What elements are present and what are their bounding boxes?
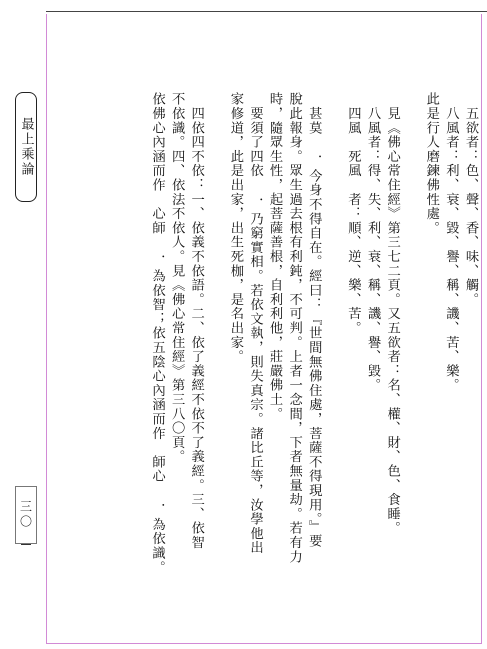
text-line: 四風 死風 者：順、逆、樂、苦。 — [345, 92, 361, 336]
text-line: 見《佛心常住經》第三七二頁。又五欲者：名、權、財、色、食睡。 — [384, 92, 400, 536]
text-line: 家修道，此是出家，出生死枷，是名出家。 — [227, 92, 243, 364]
text-line: 甚莫 ．今身不得自在。經曰：『世間無佛住處，菩薩不得現用。』要 — [306, 92, 322, 549]
top-rule — [46, 11, 487, 12]
book-title-tab[interactable] — [15, 92, 37, 202]
text-line: 脫此報身。眾生過去根有利鈍，不可判。上者一念間，下者無量劫。若有力 — [286, 92, 302, 564]
text-line: 五欲者：色、聲、香、味、觸。 — [463, 92, 478, 307]
page-number-tab — [15, 486, 37, 544]
text-line: 八風者：利、衰、毀、譽、稱、譏、苦、樂。 — [443, 92, 459, 393]
text-line — [323, 92, 343, 640]
text-line: 此是行人磨鍊佛性處。 — [423, 92, 439, 235]
book-title-label: 最上乘論 — [18, 117, 34, 177]
text-line: 八風者：得、失、利、衰、稱、譏、譽、毀。 — [365, 92, 381, 393]
text-line: 時，隨眾生性，起菩薩善根，自利利他，莊嚴佛土。 — [267, 92, 283, 421]
text-line — [206, 92, 226, 640]
text-line: 不依識。四、依法不依人。見《佛心常住經》第三八〇頁。 — [169, 92, 185, 464]
text-line: 依佛心內涵而作 心師 ．為依智；依五陰心內涵而作 師心 ．為依識。 — [149, 92, 165, 575]
vertical-text-body — [52, 92, 480, 640]
page-number: 三〇 — [18, 500, 33, 530]
text-line: 要須了四依 ．乃窮實相。若依文執，則失真宗。諸比丘等，汝學他出 — [247, 92, 263, 555]
text-line: 四依四不依：一、依義不依語。二、依了義經不依不了義經。三、依智 — [188, 92, 204, 550]
text-line — [402, 92, 422, 640]
